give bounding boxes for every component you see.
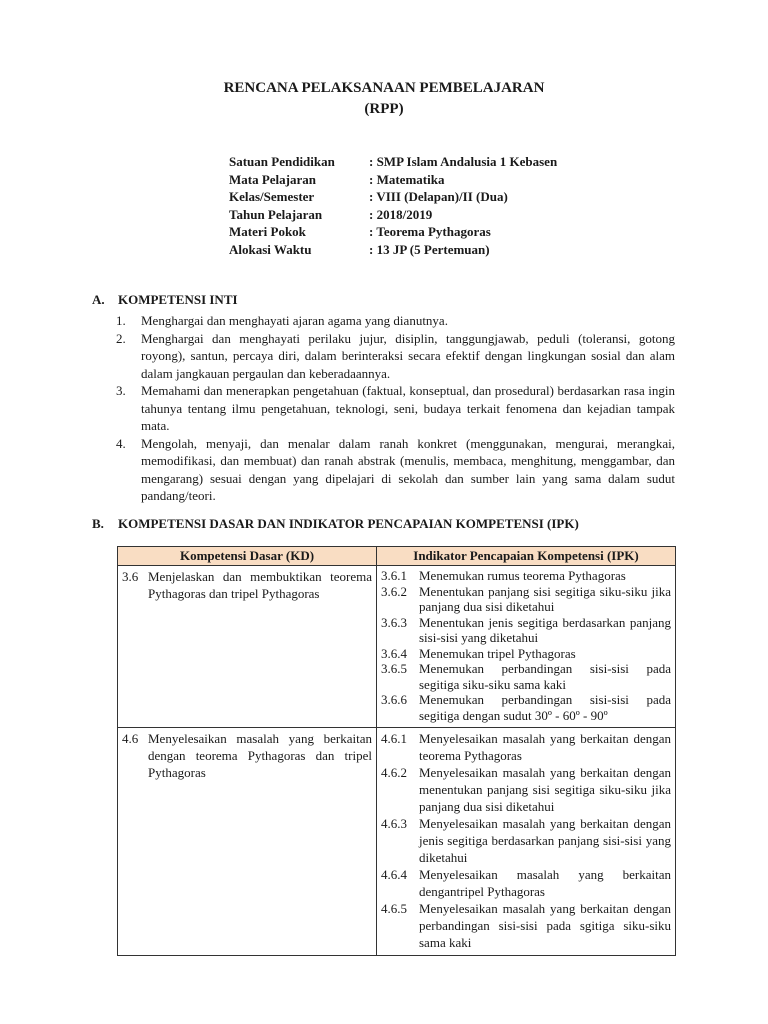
ipk-text: Menemukan perbandingan sisi-sisi pada segitiga siku-siku sama kaki [419,661,671,692]
list-text: Memahami dan menerapkan pengetahuan (faktual, konseptual, dan prosedural) berdasarkan rasa ingin tahunya tentang ilmu pengetahuan, teknologi, seni, budaya terkait fenomena dan kejadian tampak mata. [141,383,675,433]
kd-text: Menjelaskan dan membuktikan teorema Pythagoras dan tripel Pythagoras [148,569,372,601]
ipk-text: Menentukan panjang sisi segitiga siku-siku jika panjang dua sisi diketahui [419,583,671,614]
column-header-ipk: Indikator Pencapaian Kompetensi (IPK) [377,547,676,566]
ipk-item [381,646,671,662]
ipk-cell [377,566,676,728]
section-b-heading [92,516,579,532]
list-item [116,330,675,383]
list-text: Mengolah, menyaji, dan menalar dalam ranah konkret (menggunakan, mengurai, merangkai, memodifikasi, dan membuat) dan ranah abstrak (menulis, membaca, menghitung, menggambar, dan mengarang) sesuai dengan yang dipelajari di sekolah dan sumber lain yang sama dalam sudut pandang/teori. [141,435,675,503]
ipk-code: 3.6.4 [381,645,407,661]
list-item [116,312,675,330]
ipk-cell [377,728,676,956]
identity-value: : VIII (Delapan)/II (Dua) [369,189,508,205]
identity-label: Satuan Pendidikan [229,154,335,169]
ipk-item [381,584,671,615]
table-row [118,728,676,956]
list-text: Menghargai dan menghayati ajaran agama yang dianutnya. [141,313,448,328]
ipk-text: Menemukan tripel Pythagoras [419,645,576,661]
list-number: 3. [116,383,126,398]
kd-code: 3.6 [122,569,139,584]
identity-row [229,188,557,206]
ipk-item [381,815,671,866]
ipk-code: 4.6.3 [381,816,407,831]
identity-label: Kelas/Semester [229,189,315,205]
identity-row [229,153,557,171]
ipk-item [381,866,671,900]
section-letter: B. [92,516,104,531]
identity-block [229,153,557,259]
ipk-code: 3.6.5 [381,661,407,676]
identity-label: Materi Pokok [229,224,306,240]
ipk-text: Menentukan jenis segitiga berdasarkan panjang sisi-sisi yang diketahui [419,614,671,645]
ipk-code: 4.6.4 [381,867,407,882]
ipk-text: Menemukan rumus teorema Pythagoras [419,568,626,583]
identity-label: Alokasi Waktu [229,241,312,257]
identity-label: Mata Pelajaran [229,171,317,187]
list-item [116,435,675,505]
ipk-item [381,615,671,646]
ipk-item [381,900,671,951]
identity-value: : 2018/2019 [369,206,433,222]
list-number: 1. [116,313,126,328]
ipk-code: 4.6.2 [381,765,407,780]
ipk-code: 3.6.1 [381,568,407,583]
kd-cell [118,728,377,956]
ipk-text: Menyelesaikan masalah yang berkaitan dengan perbandingan sisi-sisi pada sgitiga siku-siku sama kaki [419,901,671,950]
ipk-item [381,730,671,764]
section-title: KOMPETENSI DASAR DAN INDIKATOR PENCAPAIAN KOMPETENSI (IPK) [118,516,579,531]
ipk-code: 3.6.2 [381,583,407,599]
kd-cell [118,566,377,728]
ipk-code: 4.6.1 [381,731,407,746]
column-header-kd: Kompetensi Dasar (KD) [118,547,377,566]
identity-row [229,171,557,189]
identity-value: : Matematika [369,171,445,187]
kompetensi-inti-list [116,312,675,505]
ipk-code: 3.6.3 [381,614,407,630]
document-subtitle: (RPP) [364,101,404,117]
ipk-text: Menyelesaikan masalah yang berkaitan dengan jenis segitiga berdasarkan panjang sisi-sisi yang diketahui [419,816,671,865]
document-title: RENCANA PELAKSANAAN PEMBELAJARAN [223,80,545,96]
identity-row [229,223,557,241]
list-number: 2. [116,330,126,346]
section-title: KOMPETENSI INTI [118,292,238,307]
identity-value: : 13 JP (5 Pertemuan) [369,241,490,257]
ipk-text: Menemukan perbandingan sisi-sisi pada segitiga dengan sudut 30º - 60º - 90º [419,692,671,723]
ipk-text: Menyelesaikan masalah yang berkaitan dengan menentukan panjang sisi segitiga siku-siku jika panjang dua sisi diketahui [419,765,671,814]
ipk-item [381,692,671,723]
identity-row [229,241,557,259]
ipk-text: Menyelesaikan masalah yang berkaitan dengantripel Pythagoras [419,867,671,899]
identity-label: Tahun Pelajaran [229,206,323,222]
kd-text: Menyelesaikan masalah yang berkaitan dengan teorema Pythagoras dan tripel Pythagoras [148,731,372,780]
list-item [116,382,675,435]
table-row [118,566,676,728]
kd-code: 4.6 [122,731,139,746]
ipk-text: Menyelesaikan masalah yang berkaitan dengan teorema Pythagoras [419,731,671,763]
ipk-item [381,764,671,815]
list-number: 4. [116,435,126,451]
kd-ipk-table [117,546,676,956]
ipk-item [381,661,671,692]
section-a-heading [92,292,238,308]
identity-row [229,206,557,224]
identity-value: : Teorema Pythagoras [369,224,491,240]
ipk-code: 4.6.5 [381,901,407,916]
ipk-code: 3.6.6 [381,692,407,707]
identity-value: : SMP Islam Andalusia 1 Kebasen [369,154,558,169]
table-header-row [118,547,676,566]
ipk-item [381,568,671,584]
section-letter: A. [92,292,105,307]
list-text: Menghargai dan menghayati perilaku jujur, disiplin, tanggungjawab, peduli (toleransi, gotong royong), santun, percaya diri, dalam berinteraksi secara efektif dengan lingkungan sosial dan alam dalam jangkauan pergaulan dan keberadaannya. [141,330,675,381]
